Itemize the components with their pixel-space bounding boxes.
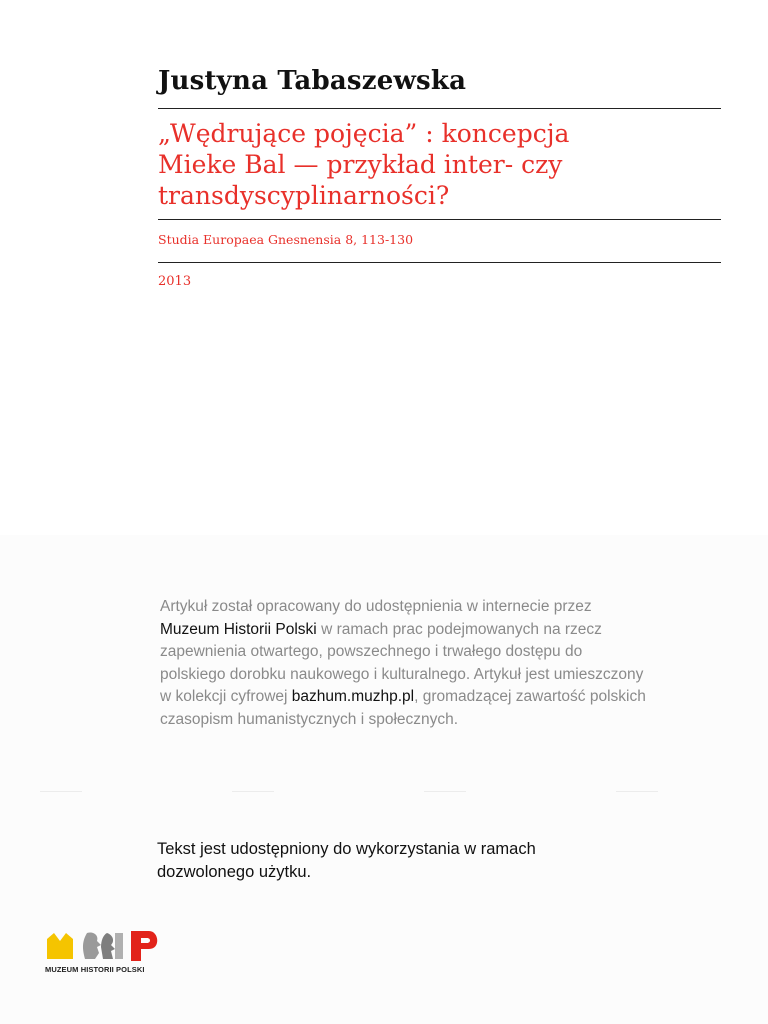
- bazhum-link[interactable]: bazhum.muzhp.pl: [291, 688, 415, 705]
- usage-notice: [157, 838, 536, 884]
- notice-line-2-rest: w ramach prac podejmowanych na rzecz: [316, 620, 602, 638]
- notice-line-1: Artykuł został opracowany do udostępnienia w internecie przez: [160, 598, 592, 615]
- mhp-logo: [45, 929, 165, 979]
- notice-line-3: zapewnienia otwartego, powszechnego i trwałego dostępu do: [160, 643, 583, 660]
- source-citation: Studia Europaea Gnesnensia 8, 113-130: [158, 232, 414, 247]
- mhp-logo-mark: [45, 929, 165, 965]
- notice-line-6: czasopism humanistycznych i społecznych.: [160, 710, 459, 728]
- notice-line-5: [160, 686, 740, 709]
- notice-line-5-start: w kolekcji cyfrowej: [160, 688, 292, 705]
- organization-name: Muzeum Historii Polski: [160, 620, 317, 638]
- usage-line-2: dozwolonego użytku.: [157, 863, 312, 881]
- divider: [158, 262, 721, 263]
- author-name: Justyna Tabaszewska: [158, 66, 467, 96]
- faint-divider: [616, 791, 658, 792]
- notice-line-2: [160, 619, 740, 642]
- article-title: [158, 118, 718, 211]
- title-line-1: „Wędrujące pojęcia” : koncepcja: [158, 119, 570, 148]
- title-line-2: Mieke Bal — przykład inter- czy: [158, 150, 563, 179]
- faint-divider: [424, 791, 466, 792]
- faint-divider: [232, 791, 274, 792]
- notice-line-4: polskiego dorobku naukowego i kulturalnego. Artykuł jest umieszczony: [160, 665, 644, 683]
- divider: [158, 108, 721, 109]
- logo-caption: MUZEUM HISTORII POLSKI: [45, 965, 145, 974]
- title-line-3: transdyscyplinarności?: [158, 181, 450, 210]
- digitization-notice: [160, 596, 740, 731]
- notice-line-5-rest: , gromadzącej zawartość polskich: [414, 688, 646, 705]
- divider: [158, 219, 721, 220]
- faint-divider: [40, 791, 82, 792]
- usage-line-1: Tekst jest udostępniony do wykorzystania w ramach: [157, 840, 536, 858]
- publication-year: 2013: [158, 274, 192, 289]
